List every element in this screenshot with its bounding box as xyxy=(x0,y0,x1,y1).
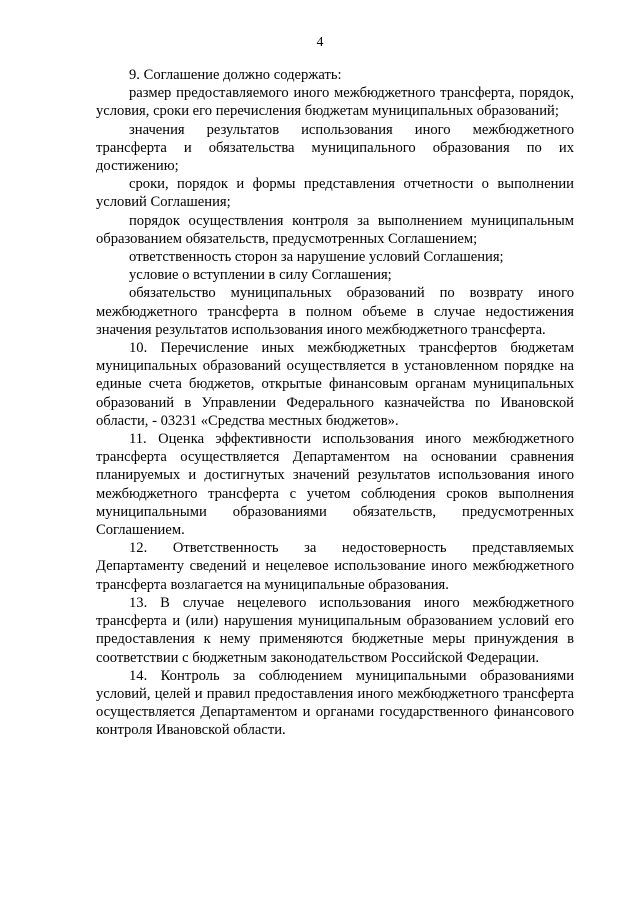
paragraph-liability: ответственность сторон за нарушение условий Соглашения; xyxy=(129,249,504,266)
paragraph-control-procedure: порядок осуществления контроля за выполнением муниципальным образованием обязательств, предусмотренных Соглашением; xyxy=(96,212,574,247)
paragraph-10: 10. Перечисление иных межбюджетных трансфертов бюджетам муниципальных образований осуществляется в установленном порядке на единые счета бюджетов, открытые финансовым органам муниципальных образований в Управлении Федерального казначейства по Ивановской области, - 03231 «Средства местных бюджетов». xyxy=(96,340,574,429)
document-body xyxy=(96,66,574,740)
paragraph-14: 14. Контроль за соблюдением муниципальными образованиями условий, целей и правил предоставления иного межбюджетного трансферта осуществляется Департаментом и органами государственного финансового контроля Ивановской области. xyxy=(96,667,574,739)
paragraph-13: 13. В случае нецелевого использования иного межбюджетного трансферта и (или) нарушения муниципальным образованием условий его предоставления к нему применяются бюджетные меры принуждения в соответствии с бюджетным законодательством Российской Федерации. xyxy=(96,594,574,666)
paragraph-entry-into-force: условие о вступлении в силу Соглашения; xyxy=(129,267,392,284)
paragraph-11: 11. Оценка эффективности использования иного межбюджетного трансферта осуществляется Департаментом на основании сравнения планируемых и достигнутых значений результатов использования иного межбюджетного трансферта с учетом соблюдения сроков выполнения муниципальными образованиями обязательств, предусмотренных Соглашением. xyxy=(96,431,574,539)
paragraph-refund-obligation: обязательство муниципальных образований по возврату иного межбюджетного трансферта в полном объеме в случае недостижения значения результатов использования иного межбюджетного трансферта. xyxy=(96,285,574,338)
paragraph-12: 12. Ответственность за недостоверность представляемых Департаменту сведений и нецелевое использование иного межбюджетного трансферта возлагается на муниципальные образования. xyxy=(96,540,574,593)
paragraph-transfer-amount: размер предоставляемого иного межбюджетного трансферта, порядок, условия, сроки его перечисления бюджетам муниципальных образований; xyxy=(96,85,574,120)
paragraph-9-heading: 9. Соглашение должно содержать: xyxy=(129,67,342,83)
page-number: 4 xyxy=(316,34,324,49)
paragraph-reporting: сроки, порядок и формы представления отчетности о выполнении условий Соглашения; xyxy=(96,176,574,211)
paragraph-result-values: значения результатов использования иного межбюджетного трансферта и обязательства муниципального образования по их достижению; xyxy=(96,121,574,175)
